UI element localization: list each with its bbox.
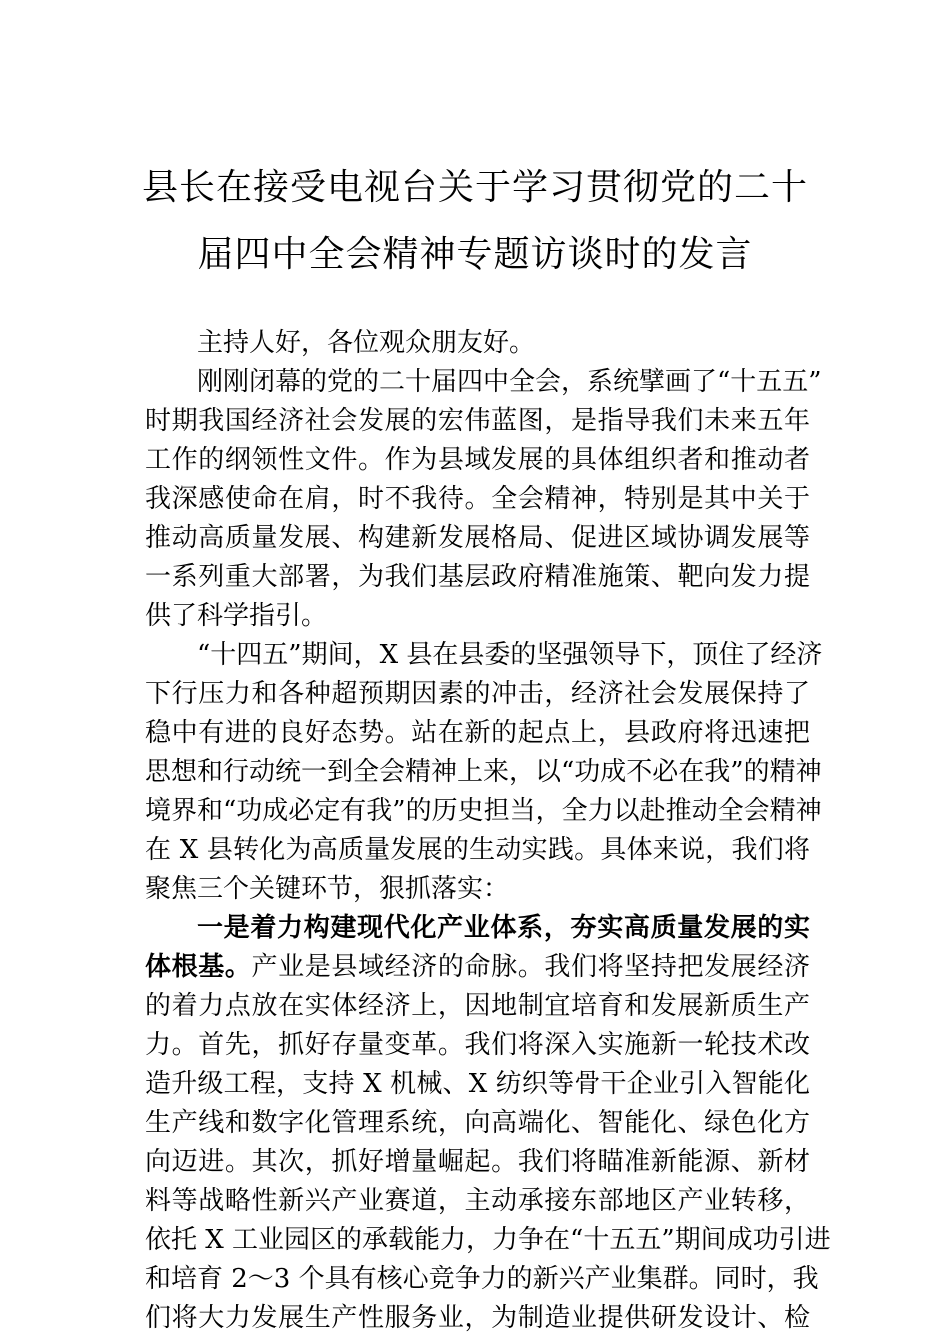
paragraph-line-mixed	[145, 948, 810, 987]
paragraph-line: 和培育 2～3 个具有核心竞争力的新兴产业集群。同时，我	[145, 1264, 819, 1294]
paragraph-line: 下行压力和各种超预期因素的冲击，经济社会发展保持了	[145, 679, 810, 709]
paragraph-line: “十四五”期间，X 县在县委的坚强领导下，顶住了经济	[197, 640, 823, 670]
paragraph-line: 刚刚闭幕的党的二十届四中全会，系统擘画了“十五五”	[197, 367, 822, 397]
paragraph-line: 一系列重大部署，为我们基层政府精准施策、靶向发力提	[145, 562, 810, 592]
document-title-line-1: 县长在接受电视台关于学习贯彻党的二十	[141, 167, 808, 208]
paragraph-text: 产业是县域经济的命脉。我们将坚持把发展经济	[251, 952, 810, 982]
paragraph-line: 思想和行动统一到全会精神上来，以“功成不必在我”的精神	[145, 757, 822, 787]
paragraph-line: 主持人好，各位观众朋友好。	[197, 328, 536, 358]
document-title-line-2: 届四中全会精神专题访谈时的发言	[197, 234, 753, 275]
paragraph-line: 向迈进。其次，抓好增量崛起。我们将瞄准新能源、新材	[145, 1147, 810, 1177]
paragraph-heading-line: 一是着力构建现代化产业体系，夯实高质量发展的实	[197, 913, 810, 943]
paragraph-line: 推动高质量发展、构建新发展格局、促进区域协调发展等	[145, 523, 810, 553]
paragraph-line: 时期我国经济社会发展的宏伟蓝图，是指导我们未来五年	[145, 406, 810, 436]
document-body	[145, 324, 831, 1338]
paragraph-heading-end: 体根基。	[145, 952, 252, 982]
paragraph-line: 在 X 县转化为高质量发展的生动实践。具体来说，我们将	[145, 835, 810, 865]
paragraph-line: 生产线和数字化管理系统，向高端化、智能化、绿色化方	[145, 1108, 810, 1138]
paragraph-line: 们将大力发展生产性服务业，为制造业提供研发设计、检	[145, 1303, 810, 1333]
paragraph-line: 我深感使命在肩，时不我待。全会精神，特别是其中关于	[145, 484, 810, 514]
paragraph-line: 工作的纲领性文件。作为县域发展的具体组织者和推动者	[145, 445, 810, 475]
paragraph-line: 造升级工程，支持 X 机械、X 纺织等骨干企业引入智能化	[145, 1069, 810, 1099]
paragraph-line: 聚焦三个关键环节，狠抓落实：	[145, 874, 510, 904]
paragraph-line: 的着力点放在实体经济上，因地制宜培育和发展新质生产	[145, 991, 810, 1021]
paragraph-line: 依托 X 工业园区的承载能力，力争在“十五五”期间成功引进	[145, 1225, 831, 1255]
paragraph-line: 供了科学指引。	[145, 601, 328, 631]
paragraph-line: 力。首先，抓好存量变革。我们将深入实施新一轮技术改	[145, 1030, 810, 1060]
paragraph-line: 稳中有进的良好态势。站在新的起点上，县政府将迅速把	[145, 718, 810, 748]
paragraph-line: 料等战略性新兴产业赛道，主动承接东部地区产业转移，	[145, 1186, 810, 1216]
paragraph-line: 境界和“功成必定有我”的历史担当，全力以赴推动全会精神	[145, 796, 822, 826]
